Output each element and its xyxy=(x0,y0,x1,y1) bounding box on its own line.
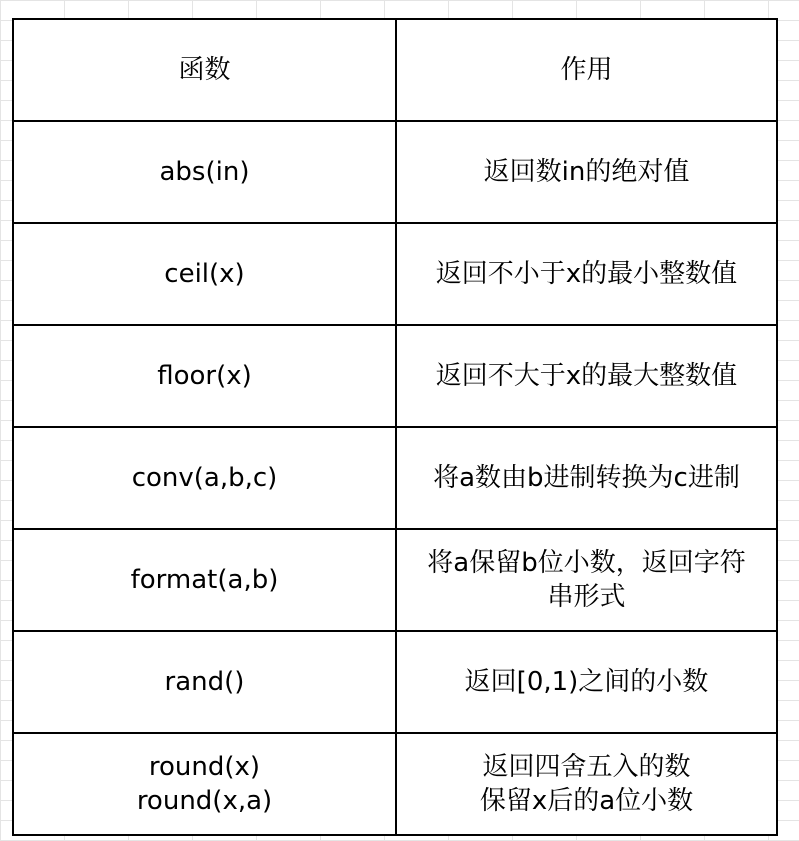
cell-function: conv(a,b,c) xyxy=(14,428,397,530)
cell-function: ceil(x) xyxy=(14,224,397,326)
cell-purpose: 返回数in的绝对值 xyxy=(397,122,776,224)
cell-function: format(a,b) xyxy=(14,530,397,632)
cell-purpose: 返回不大于x的最大整数值 xyxy=(397,326,776,428)
cell-purpose: 将a保留b位小数，返回字符 串形式 xyxy=(397,530,776,632)
header-function: 函数 xyxy=(14,20,397,122)
cell-function: round(x) round(x,a) xyxy=(14,734,397,834)
cell-function: floor(x) xyxy=(14,326,397,428)
cell-function: rand() xyxy=(14,632,397,734)
cell-purpose: 返回四舍五入的数 保留x后的a位小数 xyxy=(479,752,694,816)
cell-purpose: 返回[0,1)之间的小数 xyxy=(397,632,776,734)
cell-purpose: 将a数由b进制转换为c进制 xyxy=(397,428,776,530)
cell-function: abs(in) xyxy=(14,122,397,224)
cell-purpose: 返回不小于x的最小整数值 xyxy=(397,224,776,326)
functions-table xyxy=(12,18,778,836)
header-purpose: 作用 xyxy=(397,20,776,122)
